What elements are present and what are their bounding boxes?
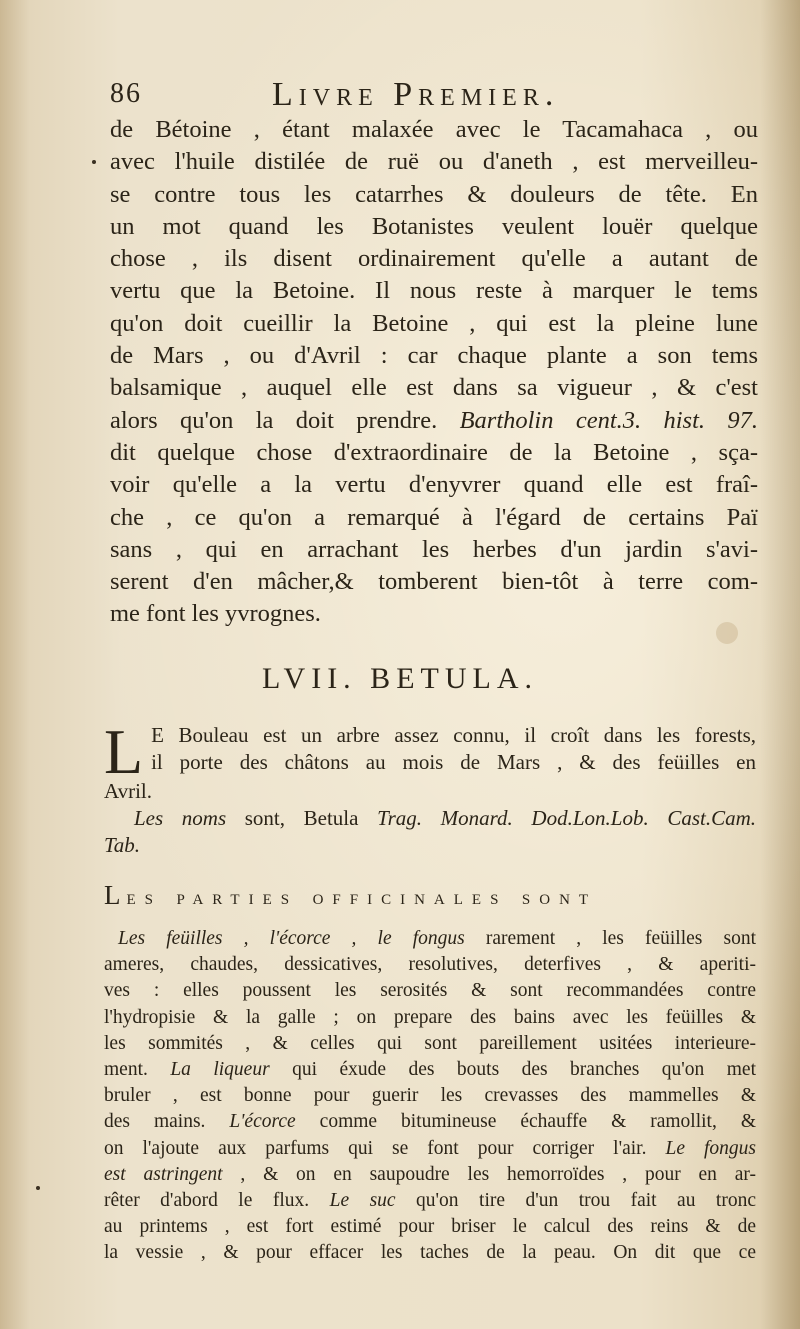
officinal-line [104,926,756,952]
margin-mark [92,160,96,164]
officinal-line [104,1109,756,1135]
officinal-line: l'hydropisie & la galle ; on prepare des bains avec les feüilles & [104,1006,756,1028]
body-line: chose , ils disent ordinairement qu'elle a autant de [110,245,758,273]
body-line: qu'on doit cueillir la Betoine , qui est la pleine lune [110,309,758,337]
names-line: Tab. [104,833,141,857]
officinal-italic: Le fongus [665,1137,756,1159]
officinal-text: qu'on tire d'un trou fait au tronc [395,1190,756,1212]
body-line: dit quelque chose d'extraordinaire de la Betoine , sça- [110,438,758,466]
margin-mark [36,1186,40,1190]
body-line: sans , qui en arrachant les herbes d'un jardin s'avi- [110,535,758,563]
names-label: Les noms [134,806,227,830]
section-title: LVII. BETULA. [261,662,539,695]
officinal-line: les sommités , & celles qui sont pareillement usitées interieure- [104,1032,756,1054]
names-refs: Trag. Monard. Dod.Lon.Lob. Cast.Cam. [377,806,757,830]
body-line: avec l'huile distilée de ruë ou d'aneth , est merveilleu- [110,148,758,176]
body-paragraph [110,114,758,631]
officinal-line: ameres, chaudes, dessicatives, resolutives, deterfives , & aperiti- [104,954,756,976]
officinal-initial: L [104,880,127,910]
names-line [134,805,756,832]
body-line: un mot quand les Botanistes veulent louër quelque [110,212,758,240]
body-line: me font les yvrognes. [110,600,321,628]
intro-line: Avril. [104,779,153,803]
intro-line: il porte des châtons au mois de Mars , & des feüilles en [151,750,756,774]
officinal-line [104,1136,756,1162]
body-line: de Mars , ou d'Avril : car chaque plante a son tems [110,342,758,370]
body-line: vertu que la Betoine. Il nous reste à marquer le tems [110,277,758,305]
body-text-run: alors qu'on la doit prendre. [110,406,438,434]
officinal-italic: La liqueur [170,1059,270,1081]
body-line: serent d'en mâcher,& tomberent bien-tôt à terre com- [110,568,758,596]
body-line [110,405,758,437]
officinal-text: rarement , les feüilles sont [464,928,756,949]
officinal-line [104,1057,756,1083]
officinal-text: on l'ajoute aux parfums qui se font pour corriger l'air. [104,1137,666,1159]
citation: Bartholin cent.3. hist. 97. [459,406,759,434]
running-title: Livre Premier. [272,76,560,113]
officinal-text: qui éxude des bouts des branches qu'on met [269,1059,756,1081]
officinal-line [104,1188,756,1214]
paper-stain [716,622,738,644]
officinal-text: des mains. [104,1111,230,1133]
body-line: che , ce qu'on a remarqué à l'égard de certains Paï [110,503,758,531]
officinal-italic: L'écorce [229,1111,296,1133]
officinal-line [104,1162,756,1188]
officinal-text: , & on en saupoudre les hemorroïdes , pour en ar- [222,1163,756,1185]
dropcap: L [104,716,144,787]
officinal-italic: est astringent [104,1163,223,1185]
officinal-text: ment. [104,1059,171,1081]
page-number: 86 [110,78,142,109]
betula-intro [104,716,757,859]
page-header [110,78,750,118]
officinal-line: bruler , est bonne pour guerir les crevasses des mammelles & [104,1085,756,1107]
officinal-text: comme bitumineuse échauffe & ramollit, & [295,1111,756,1133]
officinal-italic: Les feüilles , l'écorce , le fongus [118,928,465,949]
officinal-line: au printems , est fort estimé pour briser le calcul des reins & de [104,1216,756,1238]
intro-line: E Bouleau est un arbre assez connu, il croît dans les forests, [151,723,756,747]
body-line: se contre tous les catarrhes & douleurs de tête. En [110,180,758,208]
officinal-paragraph [104,926,756,1267]
body-line: de Bétoine , étant malaxée avec le Tacamahaca , ou [110,116,758,143]
officinal-text: rêter d'abord le flux. [104,1190,330,1212]
officinal-line: la vessie , & pour effacer les taches de la peau. On dit que ce [104,1242,756,1264]
officinal-heading-text: es parties officinales sont [126,884,598,909]
officinal-line: ves : elles poussent les serosités & sont recommandées contre [104,980,756,1002]
body-line: balsamique , auquel elle est dans sa vigueur , & c'est [110,374,758,402]
names-text: sont, Betula [226,806,378,830]
officinal-heading [104,880,764,911]
body-line: voir qu'elle a la vertu d'enyvrer quand elle est fraî- [110,471,758,499]
officinal-italic: Le suc [329,1190,396,1212]
